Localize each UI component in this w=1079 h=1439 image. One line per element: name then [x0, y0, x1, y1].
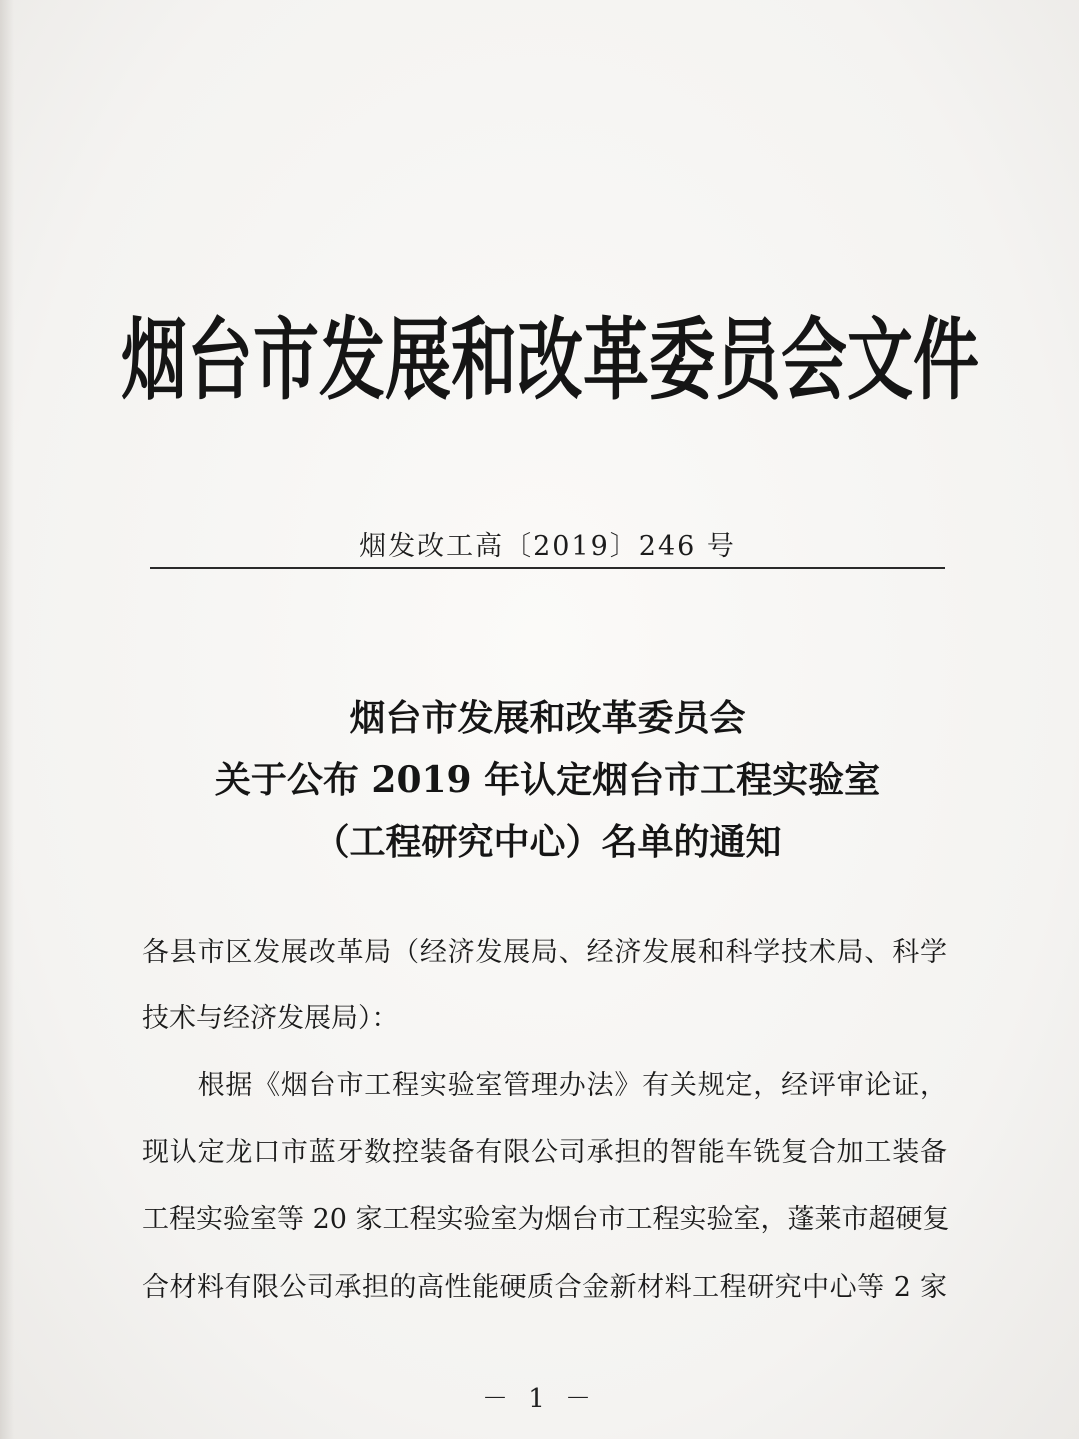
body-paragraph-line-2: 现认定龙口市蓝牙数控装备有限公司承担的智能车铣复合加工装备 [142, 1137, 947, 1168]
title-line-2: 关于公布 2019 年认定烟台市工程实验室 [214, 759, 881, 801]
document-number: 烟发改工高〔2019〕246 号 [359, 531, 736, 562]
page-number: － 1 － [481, 1384, 598, 1414]
body-paragraph-line-1: 根据《烟台市工程实验室管理办法》有关规定，经评审论证， [142, 1070, 947, 1101]
salutation-line-1: 各县市区发展改革局（经济发展局、经济发展和科学技术局、科学 [142, 937, 947, 968]
title-line-3: （工程研究中心）名单的通知 [313, 821, 782, 863]
header-divider [150, 567, 945, 569]
salutation-line-2: 技术与经济发展局）： [142, 1003, 399, 1034]
page-edge-shadow [0, 0, 14, 1439]
body-paragraph-line-4: 合材料有限公司承担的高性能硬质合金新材料工程研究中心等 2 家 [142, 1272, 947, 1303]
document-masthead: 烟台市发展和改革委员会文件 [121, 308, 979, 413]
title-line-1: 烟台市发展和改革委员会 [349, 697, 746, 739]
body-paragraph-line-3: 工程实验室等 20 家工程实验室为烟台市工程实验室，蓬莱市超硬复 [142, 1204, 950, 1235]
